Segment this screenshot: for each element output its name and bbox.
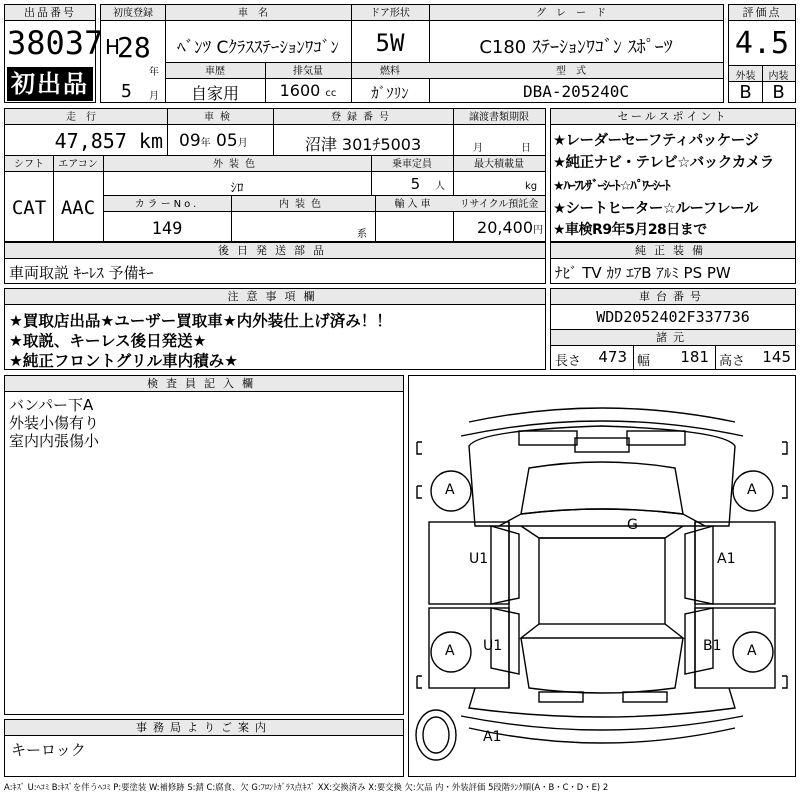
inspection-year-unit: 年 [200,138,211,149]
notes-label: 注意事項欄 [5,289,545,305]
lot-label: 出品番号 [5,5,95,21]
sales-point-item: ★純正ナビ・テレビ☆バックカメラ [553,155,774,171]
inspector-line: バンパー下A [9,396,94,414]
length-label: 長さ [555,354,582,369]
mileage [5,129,163,153]
interior-color-label: 内装色 [279,199,327,210]
mark-left-rear-door: U1 [483,638,503,654]
note-line: ★買取店出品★ユーザー買取車★内外装仕上げ済み！！ [9,312,392,330]
dimensions-label: 諸元 [551,330,795,346]
width [637,350,713,369]
max-load-unit: kg [525,181,538,192]
lot-number: 38037 [7,24,104,62]
ext-score: B [739,82,752,103]
displacement-unit: cc [325,88,337,99]
transfer-deadline-label: 譲渡書類期限 [469,112,529,123]
mark-wheel-rear-left: A [445,643,455,659]
lot-box [4,4,104,103]
sales-point-item: ★シートヒーター☆ルーフレール [553,201,758,217]
fuel: ｶﾞｿﾘﾝ [371,84,409,102]
door-label: ドア形状 [370,8,410,19]
first-reg-month: 5 [121,81,132,102]
inspector-line: 外装小傷有り [9,414,100,432]
aircon: AAC [60,197,96,219]
sales-point-item: ★ﾊｰﾌﾚｻﾞｰｼｰﾄ☆ﾊﾟﾜｰｼｰﾄ [553,179,670,194]
grade-label: グレード [536,8,616,19]
office-label: 事務局よりご案内 [5,720,403,736]
first-reg-month-unit: 月 [149,91,159,102]
first-reg-label: 初度登録 [113,8,153,19]
length [555,350,631,369]
height-label: 高さ [719,354,746,369]
mark-right-rear-door: B1 [703,638,722,654]
mileage-label: 走行 [66,112,106,123]
exterior-color: ｼﾛ [230,181,244,196]
office-box [4,719,404,777]
color-no: 149 [151,219,183,239]
sales-point-item: ★レーダーセーフティパッケージ [553,133,759,149]
interior-color-unit: 系 [357,229,367,240]
door-type: 5W [375,29,405,57]
chassis-number: WDD2052402F337736 [596,308,750,326]
capacity-value: 5 [410,175,421,193]
score-box [728,4,796,103]
office-note: キーロック [11,741,86,759]
shift: CAT [11,197,47,219]
equipment-box [550,242,796,284]
recycle-fee [453,218,543,237]
top-info-box [100,4,724,103]
color-no-label: カラーNo. [134,199,200,210]
score-label: 評価点 [729,5,795,21]
recycle-label: リサイクル預託金 [459,199,539,210]
car-diagram-box [408,375,796,777]
first-reg-year: 28 [117,31,151,64]
mileage-unit: km [138,129,163,153]
mark-wheel-front-left: A [445,482,455,498]
later-items: 車両取説 ｷｰﾚｽ 予備ｷｰ [9,264,154,282]
mileage-value: 47,857 [54,129,127,153]
legend: A:ｷｽﾞ U:ﾍｺﾐ B:ｷｽﾞを伴うﾍｺﾐ P:要塗装 W:補修跡 S:錆 C:腐食、欠 G:ﾌﾛﾝﾄｶﾞﾗｽ点ｷｽﾞ XX:交換済み X:要交換 欠:欠品 内・外装評価 5段階ﾗﾝｸ順(A・B・C・D・E) 2 [4,782,609,792]
history-label: 車歴 [205,66,225,77]
chassis-label: 車台番号 [551,289,795,305]
displacement-label: 排気量 [293,66,323,77]
shift-label: シフト [14,159,44,170]
score-value: 4.5 [734,26,790,61]
inspection-label: 車検 [204,112,236,123]
import-label: 輸入車 [394,199,434,210]
mark-rear-bumper: A1 [483,729,502,745]
note-line: ★純正フロントグリル車内積み★ [9,352,238,370]
capacity-label: 乗車定員 [392,159,432,170]
transfer-month-unit: 月 [473,143,483,154]
width-label: 幅 [637,354,651,369]
registration-number: 沼津 301ﾁ5003 [304,135,422,154]
mark-wheel-front-right: A [747,482,757,498]
car-name-label: 車名 [238,8,278,19]
width-value: 181 [680,348,709,366]
aircon-label: エアコン [58,159,98,170]
first-listing-badge: 初出品 [7,67,93,101]
first-reg-year-unit: 年 [149,67,159,78]
capacity [371,175,453,193]
mark-windshield: G [627,517,638,533]
displacement [265,81,351,100]
height [719,350,793,369]
car-diagram [409,376,795,776]
later-items-label: 後日発送部品 [5,243,545,259]
grade: C180 ｽﾃｰｼｮﾝﾜｺﾞﾝ ｽﾎﾟｰﾂ [479,37,673,58]
model-code: DBA-205240C [523,82,629,101]
car-name: ﾍﾞﾝﾂ Cｸﾗｽｽﾃｰｼｮﾝﾜｺﾞﾝ [177,38,339,58]
mark-wheel-rear-right: A [747,643,757,659]
first-reg-era: H [105,35,121,59]
inspector-line: 室内内張傷小 [9,432,100,450]
history: 自家用 [190,84,239,103]
model-code-label: 型式 [556,66,596,77]
ext-score-label: 外装 [735,71,756,82]
mark-left-front-door: U1 [469,551,489,567]
notes-box [4,288,546,370]
inspection-month-unit: 月 [237,138,248,149]
inspector-box [4,375,404,715]
equipment-label: 純正装備 [551,243,795,259]
inspector-label: 検査員記入欄 [5,376,403,392]
later-items-box [4,242,546,284]
sales-point-item: ★車検R9年5月28日まで [553,222,707,238]
sales-points-box [550,108,796,242]
reg-no-label: 登録番号 [331,112,395,123]
inspection-date [179,131,248,151]
int-score-label: 内装 [768,71,789,82]
capacity-unit: 人 [435,181,445,192]
inspection-month: 05 [216,131,238,151]
height-value: 145 [762,348,791,366]
int-score: B [772,82,785,103]
chassis-box [550,288,796,370]
exterior-color-label: 外装色 [213,159,261,170]
inspection-year: 09 [179,131,201,151]
displacement-value: 1600 [279,81,321,100]
transfer-day-unit: 日 [521,143,531,154]
fuel-label: 燃料 [380,66,400,77]
max-load-label: 最大積載量 [474,159,524,170]
details-box [4,108,546,242]
recycle-unit: 円 [533,225,543,236]
mark-right-front-door: A1 [717,551,736,567]
length-value: 473 [598,348,627,366]
note-line: ★取説、キーレス後日発送★ [9,332,207,350]
sales-points-label: セールスポイント [551,109,795,125]
recycle-value: 20,400 [477,218,533,237]
equipment: ﾅﾋﾞ TV ｶﾜ ｴｱB ｱﾙﾐ PS PW [555,264,731,282]
